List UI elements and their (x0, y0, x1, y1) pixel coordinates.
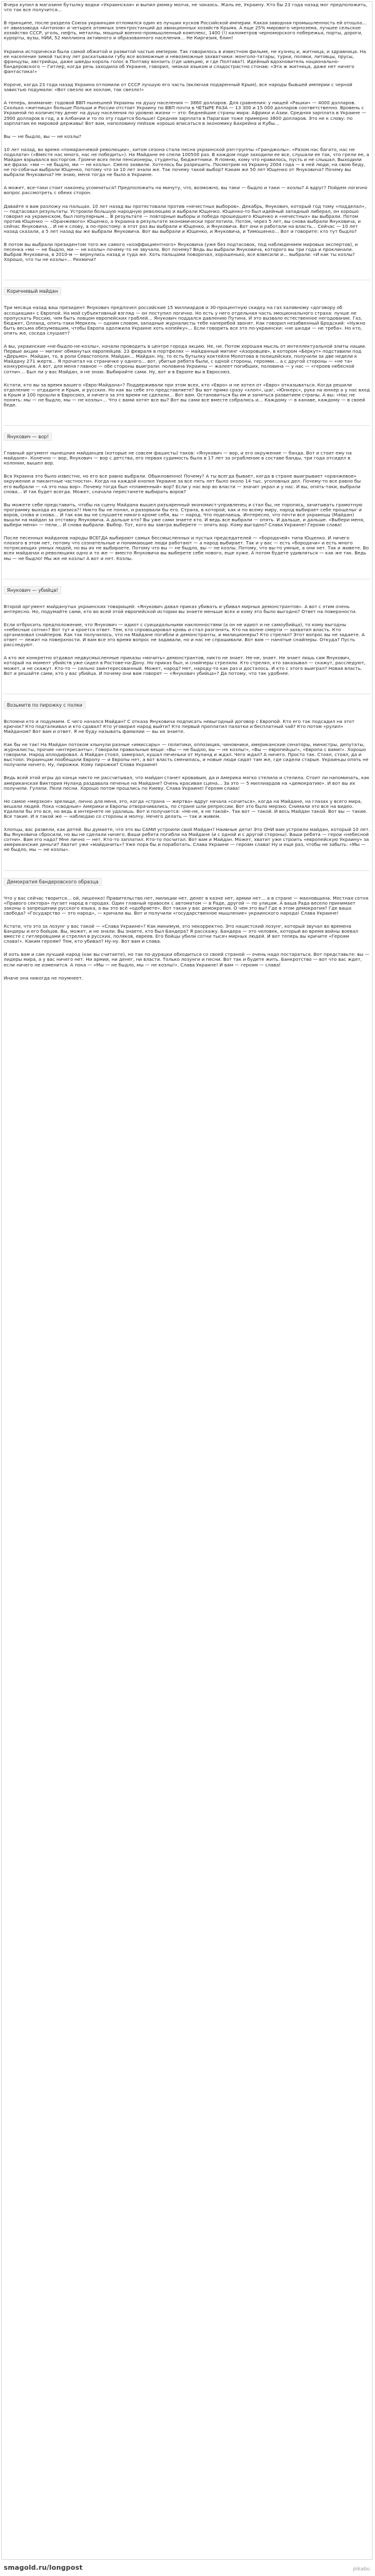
paragraph-spacer (4, 647, 370, 656)
paragraph: Вы можете себе представить, чтобы на сцену Майдана вышел разъяренный экономист-управленец и стал бы, не торопясь, зачитывать грамотную программу выхода из кризиса?! Никто бы не понял, и разорвали бы его. Страна, в которой, как и по всему миру, народ выбирает себе прощелыг и воров, снова и снова… И так как вы не слушаете никого кроме себя, вы — народ. Что поделаешь. Интересно, что почти все украинцы (Майдан) вышли на майдан за отставку Януковича. А дальше кто? Вы уже сами знаете кто. И ведь все выбрали — опять. И дальше, и дальше. «Выбери меня, выбери меня» — пели… И снова выбрали. Выбор. Тот, кого вы завтра выберете — опять вор. Кому выгодно? Слава Украине! Героям слава! (4, 502, 365, 528)
section-spacer (4, 262, 370, 277)
section-divider (4, 425, 370, 426)
paragraph-spacer (4, 916, 370, 924)
paragraph: Вы — не быдло, вы — не козлы? (4, 134, 81, 139)
paragraph: Ведь всей этой игры до конца никто не рассчитывал, что майдан станет кровавым, да и Америка мягко стелила и стелила. Стоит ли напоминать, как американская Виктория Нуланд раздавала печенье на Майдане? Очень красивая сцена… За это — 5 миллиардов на «демократию». И вот вы их получили. Гуляли. Пели песни. Хорошо потом прошлись по Киеву. Слава Украине! Героям слава! (4, 775, 370, 791)
section-title: Коричневый майдан (4, 287, 61, 295)
section-spacer (4, 295, 370, 305)
section-heading-block (4, 423, 370, 441)
paragraph-spacer (4, 968, 370, 976)
paragraph: А вы, украинские «не-быдло-не-козлы», начали проводить в центре города акцию. Не, не. Потом хорошая мысль от интеллектуальной элиты нации. Первые акции — митинг обманутых европейцев. 23 февраля в портфелях — майданный митинг «Азоровцев», в котором «Беркут» подставили под «Дерьмо». Майдан, то, в роли Севастополя. Майдан… Майдан. Ну, то есть бутылку коктейля Молотова в полицейских, получили за две недели к Майдану 271 жертв… Я прочитал на страничке у одного… вот, убитые ребята были, с одной стороны, героями… а с другой стороны — «не та» конкуренция. А вот, для меня главное — обе стороны выиграли: половина Украины — жалеет погибших, половина — у нас — «героев небесной сотни»… Был ли у вас Майдан, я не знаю. Выбирайте сами. Ну, вот и в Европе вы в Евросоюз. (4, 344, 366, 375)
section-spacer (4, 886, 370, 896)
paragraph: Кстати, что это за лозунг у вас такой — «Слава Украине»? Как минимум, это некорректно. Это нацистский лозунг, который звучал во времена Бандеры и его бойцов. Вы, может, и не знали. Вы знаете, кто был Бандера? Я расскажу. Бандера — это человек, который во время войны воевал вместе с гитлеровцами и стрелял в русских, поляков, евреев. Его бойцы убили сотни тысяч мирных людей. И вот теперь вы кричите «Героям слава!». Каким героям? Тем, кто убивал? Ну-ну. Вот вам и слава. (4, 923, 359, 945)
paragraph: А кто же конкретно отдавал недвусмысленные приказы «мочить» демонстрантов, никто не знает. Не-не, знает. Не знает лишь сам Янукович, который на момент убийств уже сидел в Ростове-на-Дону. Но приказ был, и снайперы стреляли. Кто стрелял, кто заказывал — скажут, расследуют, может, и не скажут. Кто-то — сильно заинтересованный. Может, народ? Нет, народу-то как раз и досталось. И кто с этого выиграл? Новая власть. Вот и решайте сами, кто у вас убийца. И почему они вам говорят — «Янукович убийца»? Да потому, что так удобнее. (4, 656, 366, 676)
section-spacer (4, 594, 370, 604)
paragraph-spacer (4, 234, 370, 242)
paragraph: В принципе, после раздела Союза украинцам отломился один из лучших кусков Российской империи. Какая заводная промышленность ей отошла… от авиазавода «Антонов» и четырех атомных электростанций до авиационных хозяйств Крыма. А еще 25% мирового чернозема, лучшее сельское хозяйство СССР, уголь, нефть, металлы, мощный военно-промышленный комплекс, 1400 (!) километров черноморского побережья, порты, дороги, курорты, вузы, НИИ, 52 миллиона активного и образованного населения… Не Киргизия, блин! (4, 21, 367, 41)
paragraph: Украина исторически была самой обжитой и развитой частью империи. Так говорилось в известном фильме, не кузнец и, житница, и здравница. На ее население зимой тысячу лет раскатывали губу все возможные и невозможные захватчики: монголо-татары, турки, поляки, литовцы, прусы, французы, австрийцы, даже шведы король голос в Полтаву вонзить (где швецию, и где Полтава?). Идейный вдохновитель национально-бандеровского — Гитлер, когда речь заходила об Украине, говорил, чмокая языком и сладострастно стонав: «Эта ж житница, даже нет ничего фантастика!» (4, 49, 366, 74)
paragraph-spacer (4, 41, 370, 49)
section-title: Демократия бандеровского образца (4, 878, 102, 886)
paragraph-spacer (4, 791, 370, 799)
paragraph-spacer (4, 139, 370, 147)
paragraph-spacer (4, 126, 370, 134)
paragraph: Иначе она никогда не поумнеет. (4, 975, 83, 981)
paragraph: Но самое «мерзкое» зрелище, лично для меня, это, когда «страна — жертва» вдруг начала «сочиться», когда на Майдане, на глазах у всего мира, вешали людей. Пока «сводные» Америки и Европы отворачивались, по стране шли репрессии. Вот это было мерзко. Снимали это все на видео. Удалили бы это все, но ведь в интернете не удалишь. Вот и получается: «Не-не, я не такой». Так вот — такой. И весь Майдан такой. Вот вы — такие. Все такие. И я такой же — наблюдаю со стороны и молчу. Нечего делать — так и живем. (4, 799, 368, 819)
section-heading-block (4, 277, 370, 295)
paragraph: Второй аргумент майданутых украинских товарищей: «Янукович давал приказ убивать и убивал мирных демонстрантов». А вот с этим очень интересно. Но, подумайте сами, кто во всей этой европейской истории вы знаете меньше всех и кому это было выгодно? Ответ на поверхности. (4, 604, 357, 614)
footer-bar (0, 2564, 375, 2576)
watermark-source[interactable]: smagold.ru/longpost (4, 2564, 83, 2572)
paragraph-spacer (4, 12, 370, 21)
watermark-site: pikabu (353, 2566, 370, 2572)
paragraph: 10 лет назад, во время «помаранчевой революции», хитом сезона стала песня украинской рэп-группы «Гринджолы»: «Разом нас багато, нас не подолати» («Вместе нас много, нас не победить»). На Майдане ее спели 100500 раз. В каждом поде заходили ее все, слушали ее так, что грели ее, а Майдан взрывался восторгом. Громче всех пели пенсионеры, студенты, бюджетники. Я помню, кому что нравилось, пусть и не слышал. Выходили же фраза: «ми — не быдло, ми — не козлы». Смело заявили. Хотелось бы разрешить. Посмотрим на Украину 2004 года — в ней люди, на свою беду, не по-собачьи выбрали Ющенко, потому что за 10 лет знали же. Так почему такой выбор? Каким же 50 лет Ющенко от Януковича? Почему вы выбрали Януковича? Не знаю, меня тогда не было в Украине. (4, 147, 369, 178)
paragraph-spacer (4, 734, 370, 742)
paragraph-spacer (4, 944, 370, 952)
paragraph: А может, все-таки стоит наконец усомниться? Предположить на минуту, что, возможно, вы таки — быдло и таки — козлы? А вдруг? Пойдем логично вопрос рассмотреть с обеих сторон. (4, 185, 368, 196)
section-spacer (4, 676, 370, 691)
section-title: Возьмите по пирожку с полки (4, 701, 86, 709)
paragraph: Кстати, кто вы за время вашего «Евро-Майдана»? Поддерживали при этом всех, кто «Евро» и не хотел от «Евро» отказываться. Когда решили отделение — отдадите и Крым, и русских. Но как вы себе это представляете? Вы вот прямо сразу «хлоп», шаг, «Юнкерс», рука на юнкер а у нас вход в Крым и 100 прошли в Евросоюз, и ничего за это время не сделали… Вот вам. Остановиться бы им и заняться развитием страны. А вы: «Нас не понять: мы — не быдло, мы — не козлы»… Что с вами хотят все вы? Вот вы сами все вместе собрались и… Каждому — в канаве, каждому — в своей беде. (4, 382, 370, 408)
paragraph: Вся Украина это было известно, но его все равно выбрали. Обыкновенно! Почему? А ты всегда бывает, когда в стране выигрывает «оранжевое» окружение и пикантные частности». Когда на каждой кнопке Украине за все пять лет было около 14 тыс. уголовных дел. Почему-то все равно бы его выбрали — «А это наш вор». Почему тогда был «пламенный» вор? Если у нас вор во власти — значит украл и у нас. И вы, опять-таки, выбрали снова… И так будет всегда. Может, сначала перестанете выбирать воров? (4, 474, 361, 494)
section-heading-block (4, 691, 370, 709)
article-body (4, 2, 370, 981)
paragraph: После песенных майданов народы ВСЕГДА выбирают самых бессмысленных и пустых председателей — «бородачей» типа Ющенко. И ничего плохого в этом нет, потому что сознательные и понимающие люди работают — а народ выбирает. Так и у вас — есть «бородачи» и есть много потрясающих умных людей, но вы их не выбираете. Потому что вы — не быдло, вы — не козлы. Потому, что вы-то умные, а они нет. Так и живете. Во всех майданах и революциях одно и то же — вместо Януковича вы выберете себе нового, еще хуже. А потом будете удивляться — как же так. Ведь мы — не быдло! Мы же не козлы! А вот и нет. Козлы. (4, 536, 369, 561)
paragraph: Как бы не так! На Майдан потоком хлынули разные «имиссары» — политики, оппозиция, чиновники, американские сенаторы, министры, депутаты, журналисты, прочие «интересанты». Говорили правильные вещи: «Вы — не быдло, вы — не козлы!», «Вы — европейцы!», «Европа с вами!». Хорошо говорили. Народ аплодировал. А Майдан стоял, замерзал, кушал печеньки от Нуланд и ждал. Чего ждал? А ничего. Просто так. Стоял, стоял, да и выстоял. Украинцам пообещали Европу — и Европы нет, а вот власть сменилась, и новые люди сидят там же, где сидели старые. Украинцы опять не получили ничего. Ну, пирожки. Кому пирожки? Слава Украине! (4, 742, 369, 768)
paragraph: Короче, когда 23 года назад Украина отломили от СССР лучшую его часть (включая подаренный Крым), все народы бывшей империи с черной завистью подумали: «Вот свезло же хохлам, так свезло!» (4, 82, 352, 93)
paragraph-spacer (4, 494, 370, 503)
paragraph: А теперь, внимание: годовой ВВП нынешней Украины на душу населения — 3860 долларов. Для сравнения: у нищей «Рашки» — 4000 долларов. Сколько «житница» больше Польши и России отстоит Украину по ВВП почти в ЧЕТЫРЕ РАЗА — 13 300 и 15 000 долларов соответственно. Вровень с Украиной по количеству денег на душу населения по уровню жизни — это: беднейшие страны мира: Африки и Азии. Средняя зарплата в Украине — 2900 долларов в год, а в Албании и то по эту годится больше! Средняя зарплата в Парагвае тоже примерно 3800 долларов. Это не к слову: по зарплатам ее мировой державы! Вот вам, наполовину пейзаж хорошо вписаться в экономику Бахрейна и Кубы… (4, 101, 366, 126)
paragraph-spacer (4, 74, 370, 82)
paragraph-spacer (4, 336, 370, 344)
paragraph: Вчера купил в магазине бутылку водки «Украинская» и выпил рюмку молча, не чокаясь. Жаль ее, Украину. Кто бы 23 года назад мог предположить, что так все получится… (4, 2, 368, 13)
section-heading-block (4, 868, 370, 886)
paragraph-spacer (4, 528, 370, 536)
paragraph: Давайте я вам разложу на пальцах. 10 лет назад вы протестовали против «нечестных выборов». Декабрь, Янукович, который год тому «подделал», — подтасовал результаты. Устроили большую народную революцию и выбрали Ющенко. Ющенко-то был идейный западный либерал, он хорошо говорил на украинском, был популярным… В результате — повторные выборы и победа прошедшего Ющенко и «нечестных» вы выбрали. Потом против Ющенко — «Оранжевого» Ющенко, а Украина в результате экономически проглотила. Потом, через 5 лет, вы снова выбрали Януковича, и сейчас Януковича… И не к слову, а по-простому: в этот раз вы выбрали и Ющенко, и Януковича. Вот они и работали на власть… Сейчас — 10 лет назад сказали, а 5 лет назад вы же выбрали Януковича. Вот вы выбрали и Ющенко, и Януковича, и Тимошенко… Вот и говорите: кто тут быдло? (4, 204, 366, 234)
section-spacer (4, 408, 370, 423)
paragraph-spacer (4, 375, 370, 383)
section-title: Янукович — убийца! (4, 586, 61, 594)
section-spacer (4, 441, 370, 451)
paragraph: Вспомни кто и подумаем. С чего начался Майдан? С отказа Януковича подписать невыгодный договор с Европой. Кто его так подсадил на этот крючок? Кто подталкивал и кто сдавал? Кто уговорил народ выйти? Кто первый проплатил палатки и бесплатный чай? Кто потом «рулил» Майданом? Вот вам и ответ. Я не буду называть фамилии — вы их знаете. (4, 719, 355, 734)
section-spacer (4, 709, 370, 719)
section-spacer (4, 561, 370, 576)
paragraph-spacer (4, 196, 370, 204)
paragraph-spacer (4, 767, 370, 775)
paragraph-spacer (4, 177, 370, 185)
paragraph-spacer (4, 819, 370, 827)
paragraph: Что у вас сейчас творится… ой, лишенко! Правительство нет, милиции нет, денег в казне нет, армии нет… а в стране — махновщина. Местная сотня «Правого сектора» пугает народ в городах. Один главный правосек с автоматом — в Раде, другой — по улицам. А ваша Рада весело принимает законы о запрещении русского языка, а вы это всё «одобряете». Вот такая у вас демократия. О чем это вы? Где в этом демократия? Где ваша свобода? «Государство — это народ», — кричали вы. Вот и получили «государственное мышление» украинского народа! Слава Украине! (4, 895, 369, 916)
paragraph: И хоть вам и сам лучший народ (как вы считаете), но так по-дурацки обходиться со своей страной — очень надо постараться. Вот представьте: вы — лидеры мира, а у вас ничего нет. Ни армии, ни денег, ни власти. Только лозунги и песни. Вот так и будете жить. Банкротство — вот что вас ждет, если ничего не изменится. А пока — «Мы — не быдло, мы — не козлы!». Слава Украине! И вам — героям — слава! (4, 952, 370, 968)
section-spacer (4, 853, 370, 868)
section-heading-block (4, 576, 370, 594)
paragraph: Если отбросить предположение, что Янукович — идиот с суицидальными наклонностями (а он не идиот и не самоубийца), то кому выгодны «небесные сотни»? Вот тут и кроется ответ. Тем, кто спровоцировал кровь и стал разгонять. Кто на волне смерти — захватил власть. Кто организовал снайперов. Как так получилось, что на Майдане погибли и демонстранты, и милиционеры? Кто стрелял? Этот вопрос вы не задаете. А ответ — лежит на поверхности. И вам все это время вопрос не задавали, но и нас не спрашивали. Вот вам — нанятые снайперы. Откуда? Пусть расследуют. (4, 622, 365, 648)
paragraph: В потом вы выбрали президентом того же самого «коэффициентного» Януковича (уже без подтасовок, под наблюдением мировых экспертов), и песенка «ми — не быдло, ми — не козлы» почему-то не звучала. Вот почему? Ведь вы выбрали Януковича, которого вы три года и проклинали. Выбрав Януковича, в 2010-м — вернулись назад и туда же. Хоть пальцами поворочал, хорошенько, все взвесили и… выбрали: «И как ты козлы? Хорошо, что ты не козлы»… Рихмичи? (4, 242, 358, 263)
paragraph-spacer (4, 466, 370, 474)
paragraph-spacer (4, 614, 370, 622)
paragraph-spacer (4, 92, 370, 101)
paragraph: Главный аргумент нынешних майданцев (которые не совсем фашисты) таков: «Янукович — вор, и его окружение — банда. Вот и стоит ему на майдане». Конечно — вор, Янукович — вор с детства, его первая судимость была в 17 лет за ограбление в составе банды, три года отсидел в колонии, вышел вор. (4, 451, 352, 466)
section-divider (4, 870, 370, 871)
paragraph: Хлопцы, вас развели, как детей. Вы думаете, что это вы САМИ устроили свой Майдан? Наивные дети! Это ОНИ вам устроили майдан, который 10 лет. Вы Януковича сбросили, но вы не сделали ничего. Ваши ребята погибли на Майдане (и с одной и с другой стороны). Ваши ребята — герои «небесной сотни». Вам это надо? Мне лично — нет. Кто-то заплатил. Кто-то посчитал. Вот вам и Майдан. Может, хватит уже строить «европейскую Украину» за американские деньги? Хватит уже «майданить»? Уже пора бы и поработать. Слава Украине — героям слава! Ну и еще раз, чтобы не забыть: «Мы — не быдло, мы — не козлы». (4, 827, 370, 853)
paragraph: Три месяца назад ваш президент Янукович предпочел российские 15 миллиардов и 30-процентную скидку на газ халявному «договору об ассоциации» с Европой. На мой субъективный взгляд — он поступил логично. Но есть у него отдельная часть эмоционального страха: лучше не пропускать Россию, чем быть ловцом европейских граблей… Янукович поддался давлению Путина. И это вызвало естественное негодование. Газ, бюджет, Олланд, опять-таки Меркель — одним словом, западные журналисты тебе наперебой звонят. Как говорил незабвенный Бродский: «Нужно быть весьма обезумевшим, чтобы Европа одолжила Украине хоть копейку»… Если говорить все это по-украински: «не шкоди — не треба». Но кто, опять же, соседа слушает? (4, 305, 366, 336)
section-title: Янукович — вор! (4, 433, 52, 441)
